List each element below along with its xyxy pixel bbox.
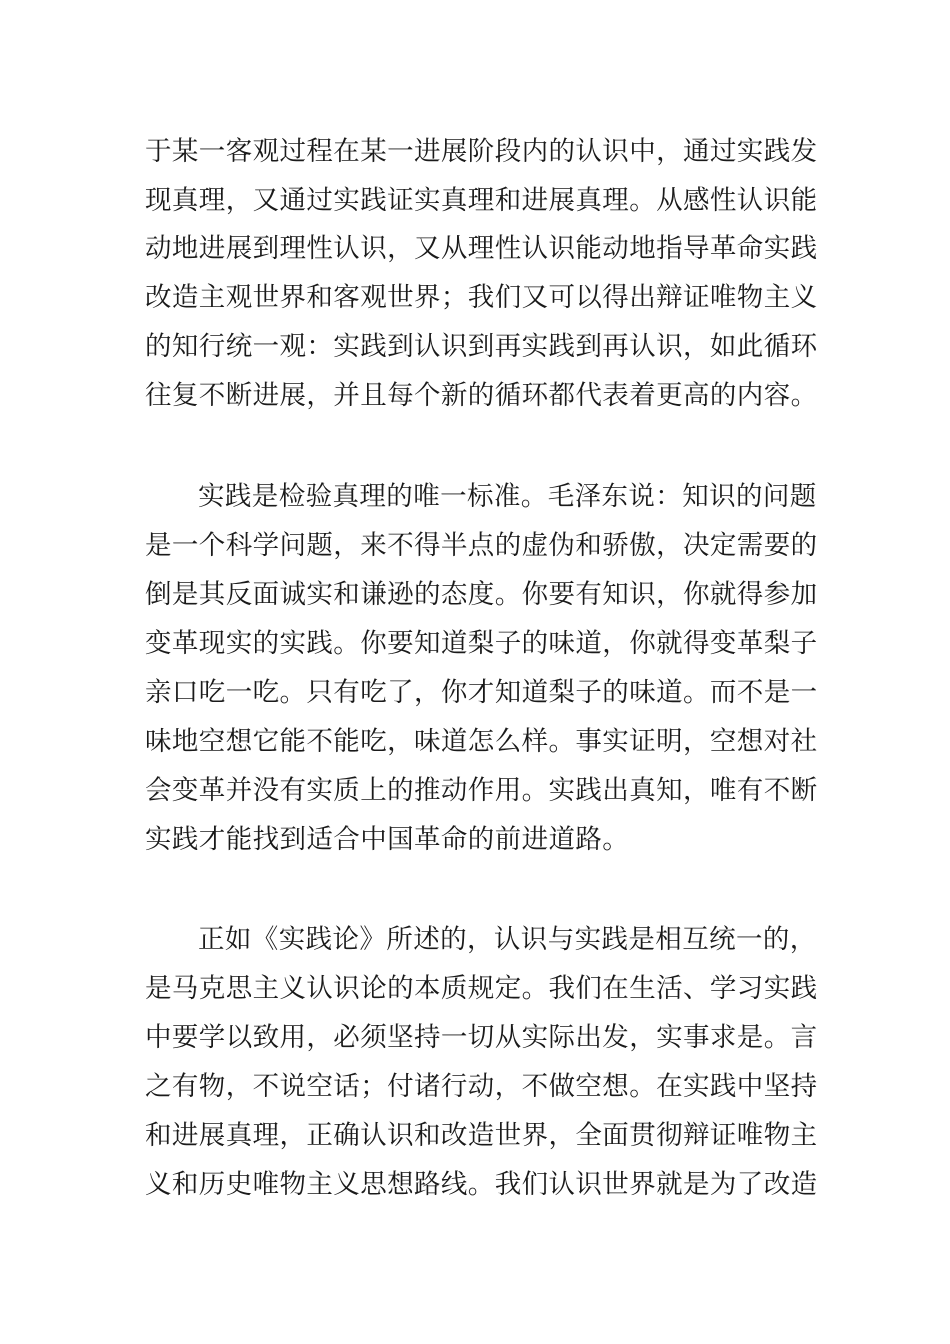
paragraph-1-line-2: 现真理，又通过实践证实真理和进展真理。从感性认识能 <box>145 185 818 216</box>
paragraph-2-line-8: 实践才能找到适合中国革命的前进道路。 <box>145 824 630 855</box>
paragraph-3-line-5: 和进展真理，正确认识和改造世界，全面贯彻辩证唯物主 <box>145 1120 818 1151</box>
paragraph-1-line-5: 的知行统一观：实践到认识到再实践到再认识，如此循环 <box>145 331 818 362</box>
paragraph-2-line-7: 会变革并没有实质上的推动作用。实践出真知，唯有不断 <box>145 775 818 806</box>
paragraph-3-line-6: 义和历史唯物主义思想路线。我们认识世界就是为了改造 <box>145 1169 818 1200</box>
paragraph-1-line-4: 改造主观世界和客观世界；我们又可以得出辩证唯物主义 <box>145 282 818 313</box>
paragraph-1-line-6: 往复不断进展，并且每个新的循环都代表着更高的内容。 <box>145 380 818 411</box>
paragraph-2-line-6: 味地空想它能不能吃，味道怎么样。事实证明，空想对社 <box>145 726 818 757</box>
paragraph-1-line-3: 动地进展到理性认识，又从理性认识能动地指导革命实践 <box>145 233 818 264</box>
paragraph-2-line-3: 倒是其反面诚实和谦逊的态度。你要有知识，你就得参加 <box>145 579 818 610</box>
paragraph-3-line-4: 之有物，不说空话；付诸行动，不做空想。在实践中坚持 <box>145 1071 818 1102</box>
paragraph-3-line-3: 中要学以致用，必须坚持一切从实际出发，实事求是。言 <box>145 1022 818 1053</box>
paragraph-2-line-1: 实践是检验真理的唯一标准。毛泽东说：知识的问题 <box>198 481 817 512</box>
paragraph-3-line-1: 正如《实践论》所述的，认识与实践是相互统一的， <box>198 924 817 955</box>
paragraph-2-line-4: 变革现实的实践。你要知道梨子的味道，你就得变革梨子 <box>145 628 818 659</box>
paragraph-3-line-2: 是马克思主义认识论的本质规定。我们在生活、学习实践 <box>145 973 818 1004</box>
paragraph-2-line-2: 是一个科学问题，来不得半点的虚伪和骄傲，决定需要的 <box>145 530 818 561</box>
paragraph-2-line-5: 亲口吃一吃。只有吃了，你才知道梨子的味道。而不是一 <box>145 677 818 708</box>
paragraph-1-line-1: 于某一客观过程在某一进展阶段内的认识中，通过实践发 <box>145 136 818 167</box>
